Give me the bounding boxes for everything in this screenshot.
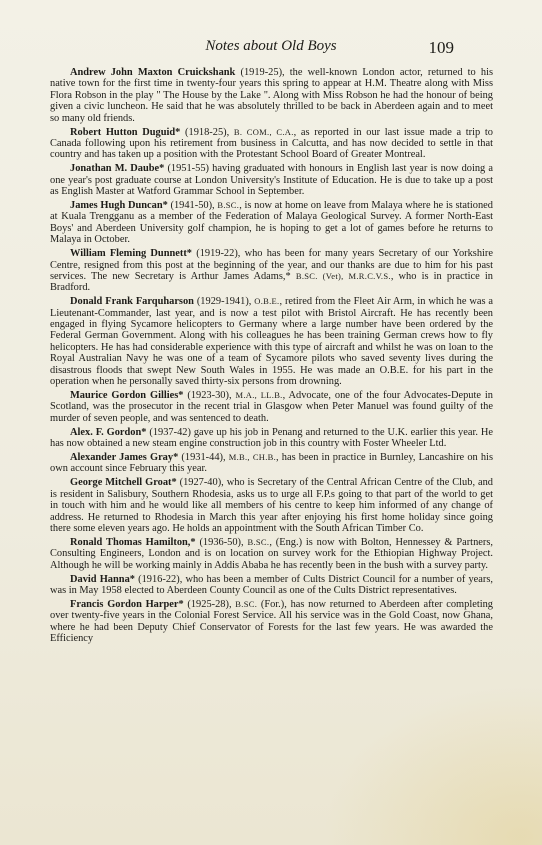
entry-daube	[50, 163, 493, 197]
entry-name: Alexander James Gray*	[70, 452, 179, 463]
entry-name: William Fleming Dunnett*	[70, 248, 192, 260]
entry-harper	[50, 599, 493, 645]
entry-name: George Mitchell Groat*	[70, 477, 177, 489]
paper-stain	[322, 685, 542, 845]
entry-gray	[50, 452, 493, 475]
entry-cruickshank	[50, 67, 493, 124]
page-number: 109	[428, 38, 454, 57]
entry-dunnett	[50, 248, 493, 294]
entry-gillies	[50, 390, 493, 424]
entry-name: Robert Hutton Duguid*	[70, 126, 181, 138]
entry-degree: M.B., CH.B.	[228, 452, 277, 462]
entry-degree: B.SC.	[247, 536, 270, 547]
entry-gordon	[50, 427, 493, 450]
entry-hanna	[50, 574, 493, 597]
running-header	[0, 38, 542, 58]
entry-text-continued: , retired from the Fleet Air Arm, in which he was a Lieutenant-Commander, last year, and is now a test pilot with Bristol Aircraft. He has recently been engaged in flying Sycamore helicopters to Germany where a large number have been ordered by the Federal German Government. Along with his colleagues he has been training German crews how to fly helicopters. He has had considerable experience with this type of aircraft and whilst he was on loan to the Royal Australian Navy he was one of a team of Sycamore pilots who saved seventy lives during the disastrous floods that swept New South Wales in 1955. He was made an O.B.E. for his part in the operation when he personally saved thirty-six persons from drowning.	[50, 296, 493, 388]
entry-text-continued: , Advocate, one of the four Advocates-Depute in Scotland, was the prosecutor in the recent trial in Glasgow when Peter Manuel was found guilty of the murder of seven people, and was sentenced to death.	[50, 389, 493, 424]
entry-text-continued: , is now at home on leave from Malaya where he is stationed at Kuala Trengganu as a member of the Federation of Malaya Geological Survey. A former North-East Boys' and Aberdeen University golf champion, he is hoping to get a lot of games before he returns to Malaya in October.	[50, 199, 493, 246]
entry-text: (1919-25), the well-known London actor, returned to his native town for the first time in twenty-four years this spring to appear at H.M. Theatre along with Miss Flora Robson in the play " The House by the Lake ". Along with Miss Robson he had the honour of being given a civic luncheon. He said that he was absolutely thrilled to be back in Aberdeen again and to meet so many old friends.	[50, 67, 493, 124]
entry-name: Donald Frank Farquharson	[70, 296, 194, 308]
entry-text: (1918-25),	[180, 126, 234, 138]
entry-duncan	[50, 200, 493, 246]
entry-degree: B.SC.	[235, 598, 258, 609]
entry-text: (1929-1941),	[193, 296, 255, 308]
entry-text: (1931-44),	[178, 452, 229, 463]
entry-degree: B. COM., C.A.	[233, 126, 294, 137]
entry-degree: O.B.E.	[254, 296, 280, 307]
entry-degree: M.A., LL.B.	[235, 389, 283, 400]
entry-name: Maurice Gordon Gillies*	[70, 389, 184, 401]
entry-text: (1916-22), who has been a member of Cults District Council for a number of years, was in May 1958 elected to Aberdeen County Council as one of the Cults District representatives.	[50, 573, 493, 596]
notes-body	[50, 67, 493, 647]
entry-text-continued: , (Eng.) is now with Bolton, Hennessey & Partners, Consulting Engineers, London and is on location on survey work for the Ethiopian Highway Project. Although he will be working mainly in Addis Ababa he has recently been in the bush with a survey party.	[50, 536, 493, 571]
entry-text: (1937-42) gave up his job in Penang and returned to the U.K. earlier this year. He has now obtained a new steam engine construction job in this country with Foster Wheeler Ltd.	[50, 426, 493, 450]
entry-farquharson	[50, 296, 493, 387]
entry-text-continued: , who is in practice in Bradford.	[50, 270, 493, 294]
header-title: Notes about Old Boys	[205, 38, 337, 54]
entry-text: (1923-30),	[183, 389, 236, 401]
entry-name: Ronald Thomas Hamilton,*	[70, 536, 196, 548]
entry-name: Jonathan M. Daube*	[70, 163, 165, 175]
entry-text-continued: , has been in practice in Burnley, Lancashire on his own account since February this year.	[50, 452, 493, 475]
entry-duguid	[50, 127, 493, 161]
entry-text: (1919-22), who has been for many years Secretary of our Yorkshire Centre, resigned from this post at the beginning of the year, and our thanks are due to him for his past services. The new Secretary is Arthur James Adams,*	[50, 248, 493, 282]
entry-degree: B.SC.	[217, 199, 240, 210]
entry-name: James Hugh Duncan*	[70, 199, 168, 211]
entry-degree: B.SC. (Vet), M.R.C.V.S.	[295, 270, 391, 281]
entry-text: (1936-50),	[195, 536, 248, 548]
entry-text: (1927-40), who is Secretary of the Central African Centre of the Club, and is resident in Salisbury, Southern Rhodesia, asks us to urge all F.P.s going to that part of the world to get in touch with him and he would like all members of his centre to keep him informed of any change of address. He returned to Rhodesia in March this year after enjoying his first home holiday since going there some eleven years ago. He holds an appointment with the South African Timber Co.	[50, 477, 493, 534]
entry-text-continued: (For.), has now returned to Aberdeen after completing over twenty-five years in the Colonial Forest Service. All his service was in the Gold Coast, now Ghana, where he had been Deputy Chief Conservator of Forests for the last few years. He was awarded the Efficiency	[50, 598, 493, 645]
entry-name: David Hanna*	[70, 573, 135, 585]
entry-text: (1951-55) having graduated with honours in English last year is now doing a one year's post graduate course at London University's Institute of Education. He is due to take up a post as English Master at Watford Grammar School in September.	[50, 163, 493, 198]
entry-text: (1925-28),	[183, 598, 236, 610]
entry-hamilton	[50, 537, 493, 571]
entry-name: Francis Gordon Harper*	[70, 598, 184, 610]
entry-groat	[50, 477, 493, 534]
entry-name: Andrew John Maxton Cruickshank	[70, 67, 236, 78]
entry-text: (1941-50),	[167, 199, 218, 211]
entry-name: Alex. F. Gordon*	[70, 426, 147, 438]
entry-text-continued: , as reported in our last issue made a trip to Canada following upon his retirement from business in Calcutta, and has now decided to settle in that country and has taken up a position with the Protestant School Board of Greater Montreal.	[50, 126, 493, 161]
